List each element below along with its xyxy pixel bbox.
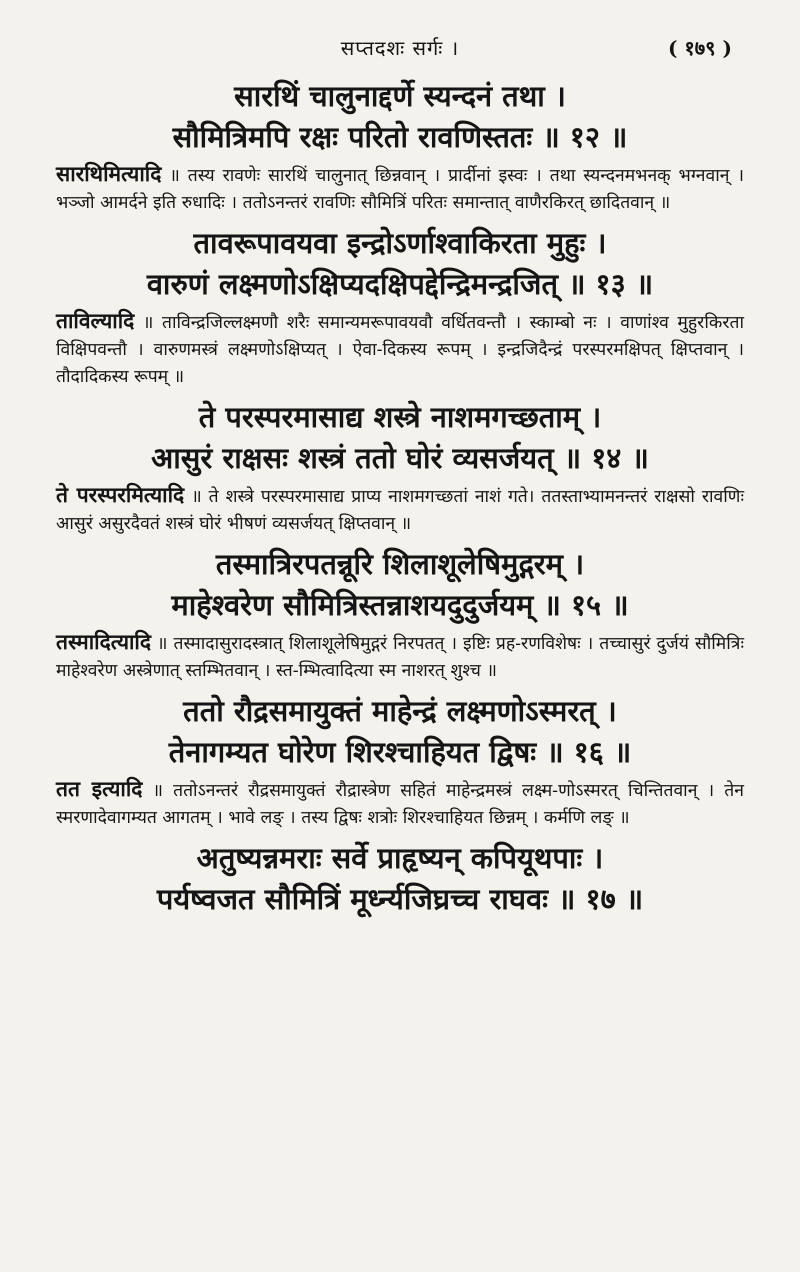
- commentary-15: [56, 628, 744, 685]
- commentary-text: ॥ ताविन्द्रजिल्लक्ष्मणौ शरैः समान्यमरूपावयवौ वर्धितवन्तौ । स्काम्बो नः । वाणांश्व मुहुरकिरता विक्षिपवन्तौ । वारुणमस्त्रं लक्ष्मणोऽक्षिप्यत् । ऐवा-दिकस्य रूपम् । इन्द्रजिदैन्द्रं परस्परमक्षिपत् क्षिप्तवान् । तौदादिकस्य रूपम् ॥: [56, 313, 744, 387]
- verse-12: [56, 76, 744, 158]
- running-title: सप्तदशः सर्गः ।: [340, 36, 460, 60]
- verse-line: आसुरं राक्षसः शस्त्रं ततो घोरं व्यसर्जयत् ॥ १४ ॥: [151, 441, 649, 475]
- commentary-lead: तस्मादित्यादि: [56, 629, 152, 654]
- verse-line: तेनागम्यत घोरेण शिरश्चाहियत द्विषः ॥ १६ ॥: [168, 735, 632, 769]
- verse-17: [56, 838, 744, 920]
- commentary-lead: ते परस्परमित्यादि: [56, 482, 185, 507]
- commentary-text: ॥ ततोऽनन्तरं रौद्रसमायुक्तं रौद्रास्त्रेण सहितं माहेन्द्रमस्त्रं लक्ष्म-णोऽस्मरत् चिन्तितवान् । तेन स्मरणादेवागम्यत आगतम् । भावे लङ् । तस्य द्विषः शत्रोः शिरश्चाहियत छिन्नम् । कर्मणि लङ् ॥: [56, 781, 744, 828]
- verse-line: तावरूपावयवा इन्द्रोऽर्णाश्वाकिरता मुहुः ।: [193, 226, 607, 260]
- verse-line: अतुष्यन्नमराः सर्वे प्राहृष्यन् कपियूथपाः ।: [196, 841, 604, 875]
- verse-15: [56, 544, 744, 626]
- commentary-lead: सारथिमित्यादि: [56, 161, 162, 186]
- verse-14: [56, 397, 744, 479]
- verse-line: वारुणं लक्ष्मणोऽक्षिप्यदक्षिपद्देन्द्रिमन्द्रजित् ॥ १३ ॥: [146, 267, 654, 301]
- commentary-14: [56, 481, 744, 538]
- verse-line: ततो रौद्रसमायुक्तं माहेन्द्रं लक्ष्मणोऽस्मरत् ।: [183, 694, 617, 728]
- verse-line: सारथिं चालुनाद्दर्णे स्यन्दनं तथा ।: [234, 79, 566, 113]
- commentary-lead: तत इत्यादि: [56, 776, 143, 801]
- verse-line: माहेश्वरेण सौमित्रिस्तन्नाशयदुदुर्जयम् ॥ १५ ॥: [171, 588, 629, 622]
- verse-line: ते परस्परमासाद्य शस्त्रे नाशमगच्छताम् ।: [198, 400, 602, 434]
- commentary-lead: ताविल्यादि: [56, 308, 135, 333]
- page-number: ( १७९ ): [667, 36, 732, 60]
- commentary-text: ॥ तस्य रावणेः सारथिं चालुनात् छिन्नवान् । प्रार्दीनां इस्वः । तथा स्यन्दनमभनक् भग्नवान् । भञ्जो आमर्दने इति रुधादिः । ततोऽनन्तरं रावणिः सौमित्रिं परितः समान्तात् वाणैरकिरत् छादितवान् ॥: [56, 166, 744, 213]
- verse-line: सौमित्रिमपि रक्षः परितो रावणिस्ततः ॥ १२ ॥: [172, 120, 628, 154]
- commentary-text: ॥ तस्मादासुरादस्त्रात् शिलाशूलेषिमुद्गरं निरपतत् । इष्टिः प्रह-रणविशेषः । तच्चासुरं दुर्जयं सौमित्रिः माहेश्वरेण अस्त्रेणात् स्तम्भितवान् । स्त-म्भित्वादित्या स्म नाशरत् शुश्च ॥: [56, 634, 744, 681]
- verse-13: [56, 223, 744, 305]
- verse-16: [56, 691, 744, 773]
- commentary-text: ॥ ते शस्त्रे परस्परमासाद्य प्राप्य नाशमगच्छतां नाशं गते। ततस्ताभ्यामनन्तरं राक्षसो रावणिः आसुरं असुरदैवतं शस्त्रं घोरं भीषणं व्यसर्जयत् क्षिप्तवान् ॥: [56, 487, 744, 534]
- commentary-13: [56, 307, 744, 391]
- verse-line: तस्मात्रिरपतन्नूरि शिलाशूलेषिमुद्गरम् ।: [215, 547, 585, 581]
- page-header: [56, 30, 744, 70]
- commentary-12: [56, 160, 744, 217]
- commentary-16: [56, 775, 744, 832]
- verse-line: पर्यष्वजत सौमित्रिं मूर्ध्न्यजिघ्रच्च राघवः ॥ १७ ॥: [156, 882, 644, 916]
